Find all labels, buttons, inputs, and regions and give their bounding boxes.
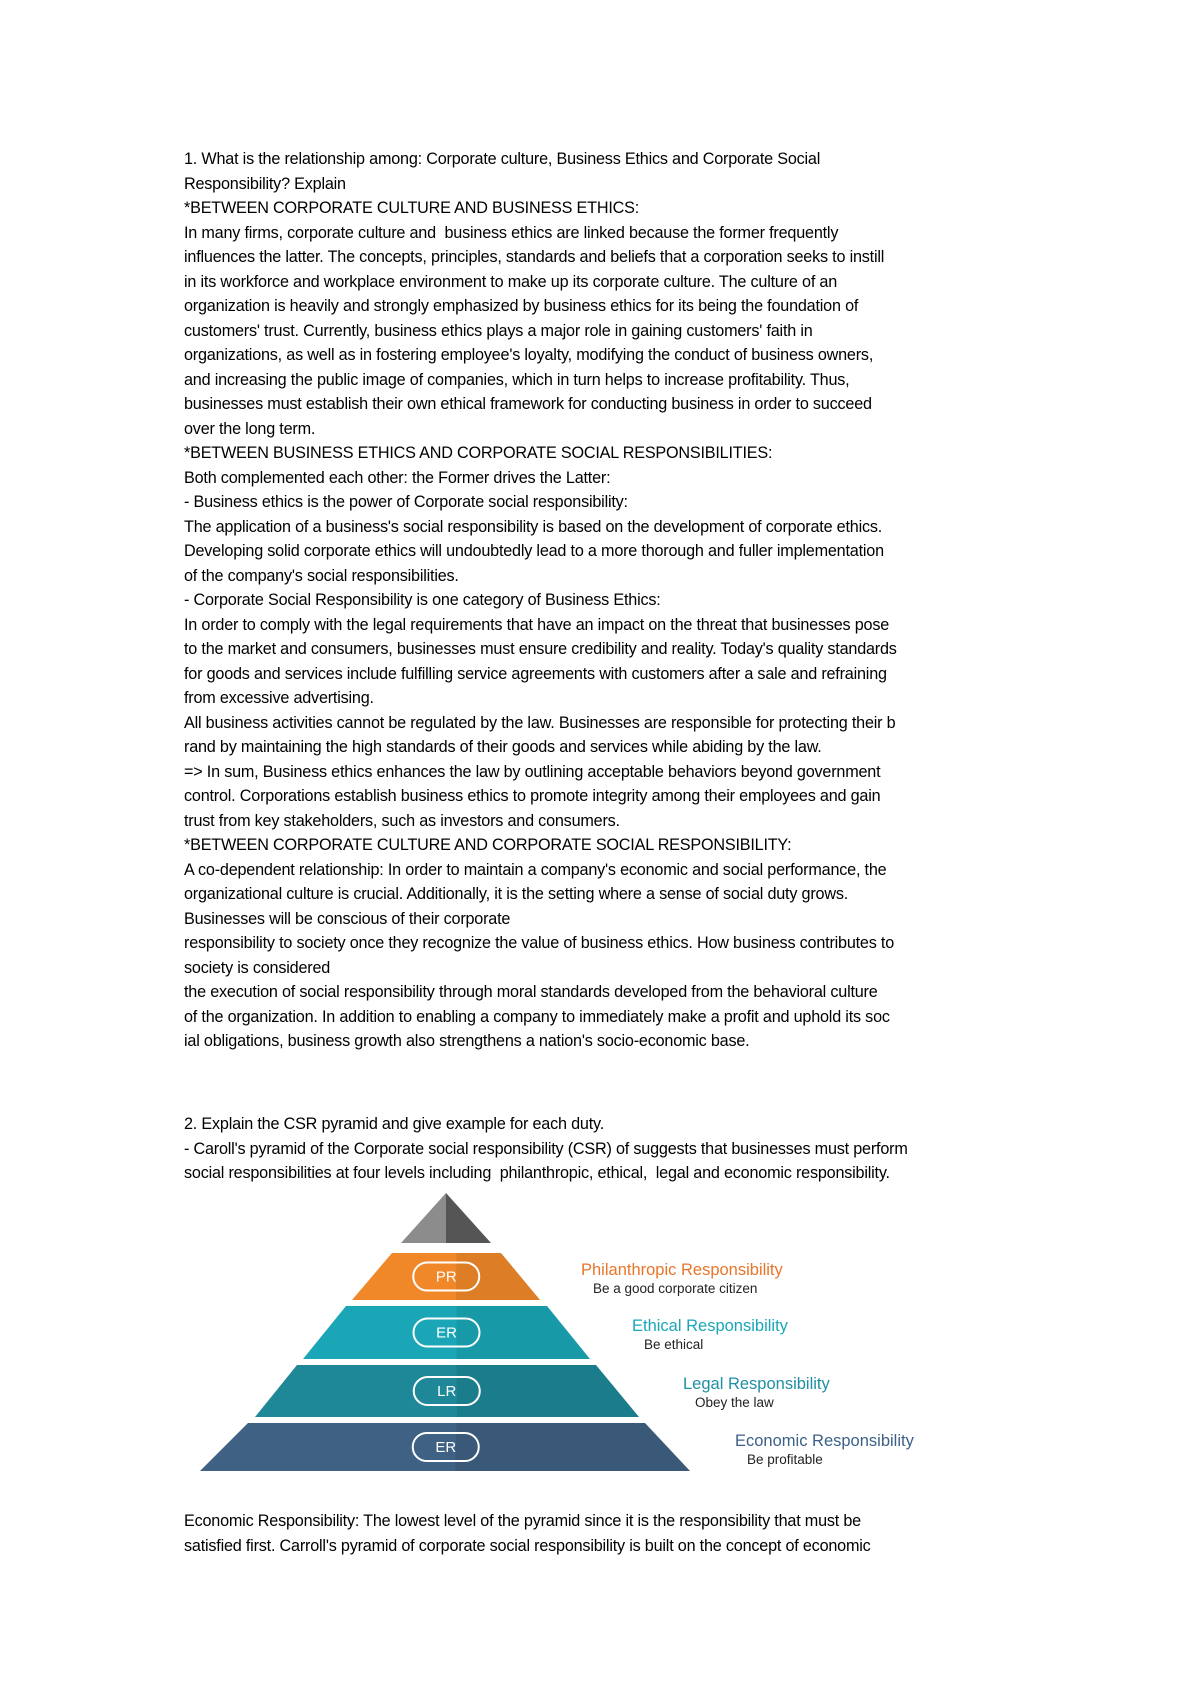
- pyramid-level-title: Economic Responsibility: [735, 1432, 914, 1450]
- q1-line: - Corporate Social Responsibility is one category of Business Ethics:: [184, 591, 661, 609]
- q1-line: over the long term.: [184, 419, 316, 438]
- economic-line: satisfied first. Carroll's pyramid of corporate social responsibility is built on the concept of economic: [184, 1536, 871, 1555]
- question-1-section: [184, 147, 1034, 1054]
- q1-line: A co-dependent relationship: In order to maintain a company's economic and social performance, the: [184, 860, 887, 879]
- q1-line: businesses must establish their own ethical framework for conducting business in order to succeed: [184, 395, 872, 413]
- q1-line: All business activities cannot be regulated by the law. Businesses are responsible for protecting their b: [184, 713, 896, 732]
- q1-line: organization is heavily and strongly emphasized by business ethics for its being the foundation of: [184, 297, 859, 315]
- q1-line: Developing solid corporate ethics will undoubtedly lead to a more thorough and fuller implementation: [184, 542, 884, 560]
- q1-line: trust from key stakeholders, such as investors and consumers.: [184, 811, 620, 830]
- pyramid-level-title: Legal Responsibility: [683, 1375, 830, 1393]
- pyramid-level-subtitle: Be profitable: [747, 1452, 823, 1467]
- q1-line: and increasing the public image of companies, which in turn helps to increase profitability. Thus,: [184, 370, 850, 389]
- q1-line: *BETWEEN BUSINESS ETHICS AND CORPORATE SOCIAL RESPONSIBILITIES:: [184, 444, 773, 462]
- q1-line: 1. What is the relationship among: Corporate culture, Business Ethics and Corporate Social: [184, 150, 821, 168]
- pyramid-level-subtitle: Be ethical: [644, 1337, 704, 1352]
- pyramid-level-3: [255, 1365, 831, 1417]
- q2-line: social responsibilities at four levels including philanthropic, ethical, legal and economic responsibility.: [184, 1164, 890, 1182]
- csr-pyramid-svg: [215, 1193, 1015, 1493]
- q1-line: responsibility to society once they recognize the value of business ethics. How business contributes to: [184, 934, 895, 952]
- csr-pyramid-figure: [215, 1193, 1015, 1493]
- pyramid-badge-label: PR: [435, 1268, 457, 1286]
- pyramid-apex-left: [401, 1193, 446, 1243]
- q1-line: in its workforce and workplace environment to make up its corporate culture. The culture of an: [184, 272, 838, 291]
- q1-line: Businesses will be conscious of their corporate: [184, 909, 511, 928]
- pyramid-level-4: [200, 1423, 915, 1471]
- q1-line: - Business ethics is the power of Corporate social responsibility:: [184, 493, 628, 511]
- q1-line: => In sum, Business ethics enhances the law by outlining acceptable behaviors beyond government: [184, 762, 881, 781]
- q1-line: influences the latter. The concepts, principles, standards and beliefs that a corporation seeks to instill: [184, 248, 885, 266]
- q1-line: organizations, as well as in fostering employee's loyalty, modifying the conduct of business owners,: [184, 346, 874, 364]
- pyramid-badge-label: LR: [437, 1383, 457, 1400]
- economic-responsibility-section: [184, 1509, 1034, 1558]
- q1-line: The application of a business's social responsibility is based on the development of corporate ethics.: [184, 517, 883, 536]
- pyramid-badge-label: ER: [436, 1324, 457, 1342]
- pyramid-badge-label: ER: [435, 1439, 457, 1456]
- q1-line: from excessive advertising.: [184, 689, 374, 707]
- economic-line: Economic Responsibility: The lowest level of the pyramid since it is the responsibility that must be: [184, 1512, 861, 1530]
- pyramid-tier-shade: [457, 1306, 591, 1359]
- q1-line: In order to comply with the legal requirements that have an impact on the threat that businesses pose: [184, 615, 890, 634]
- q1-line: the execution of social responsibility through moral standards developed from the behavioral culture: [184, 983, 878, 1001]
- q1-line: society is considered: [184, 958, 331, 977]
- pyramid-level-title: Ethical Responsibility: [632, 1317, 788, 1335]
- q1-line: Responsibility? Explain: [184, 174, 346, 193]
- q1-line: control. Corporations establish business ethics to promote integrity among their employees and gain: [184, 787, 881, 805]
- q1-line: to the market and consumers, businesses must ensure credibility and reality. Today's quality standards: [184, 640, 897, 658]
- q1-line: *BETWEEN CORPORATE CULTURE AND CORPORATE SOCIAL RESPONSIBILITY:: [184, 836, 792, 854]
- q1-line: of the organization. In addition to enabling a company to immediately make a profit and uphold its soc: [184, 1007, 890, 1026]
- q2-line: 2. Explain the CSR pyramid and give example for each duty.: [184, 1115, 604, 1133]
- q1-line: rand by maintaining the high standards of their goods and services while abiding by the law.: [184, 738, 822, 756]
- pyramid-level-subtitle: Be a good corporate citizen: [593, 1281, 758, 1296]
- q1-line: customers' trust. Currently, business ethics plays a major role in gaining customers' faith in: [184, 321, 813, 340]
- q1-line: *BETWEEN CORPORATE CULTURE AND BUSINESS ETHICS:: [184, 199, 640, 217]
- q1-line: of the company's social responsibilities.: [184, 566, 459, 585]
- pyramid-tier-shade: [455, 1423, 690, 1471]
- q1-line: Both complemented each other: the Former drives the Latter:: [184, 468, 611, 487]
- pyramid-level-1: [352, 1253, 784, 1300]
- pyramid-level-subtitle: Obey the law: [695, 1395, 774, 1410]
- q1-line: organizational culture is crucial. Additionally, it is the setting where a sense of social duty grows.: [184, 885, 849, 903]
- pyramid-apex-right: [446, 1193, 491, 1243]
- q1-line: ial obligations, business growth also strengthens a nation's socio-economic base.: [184, 1032, 750, 1050]
- question-2-section: [184, 1112, 1034, 1186]
- pyramid-tier-shade: [457, 1365, 640, 1417]
- q1-line: In many firms, corporate culture and business ethics are linked because the former frequently: [184, 223, 839, 242]
- pyramid-tier-shade: [456, 1253, 540, 1300]
- q1-line: for goods and services include fulfilling service agreements with customers after a sale and refraining: [184, 664, 887, 683]
- pyramid-level-title: Philanthropic Responsibility: [581, 1261, 783, 1279]
- pyramid-level-2: [303, 1306, 789, 1359]
- q2-line: - Caroll's pyramid of the Corporate social responsibility (CSR) of suggests that businesses must perform: [184, 1139, 908, 1158]
